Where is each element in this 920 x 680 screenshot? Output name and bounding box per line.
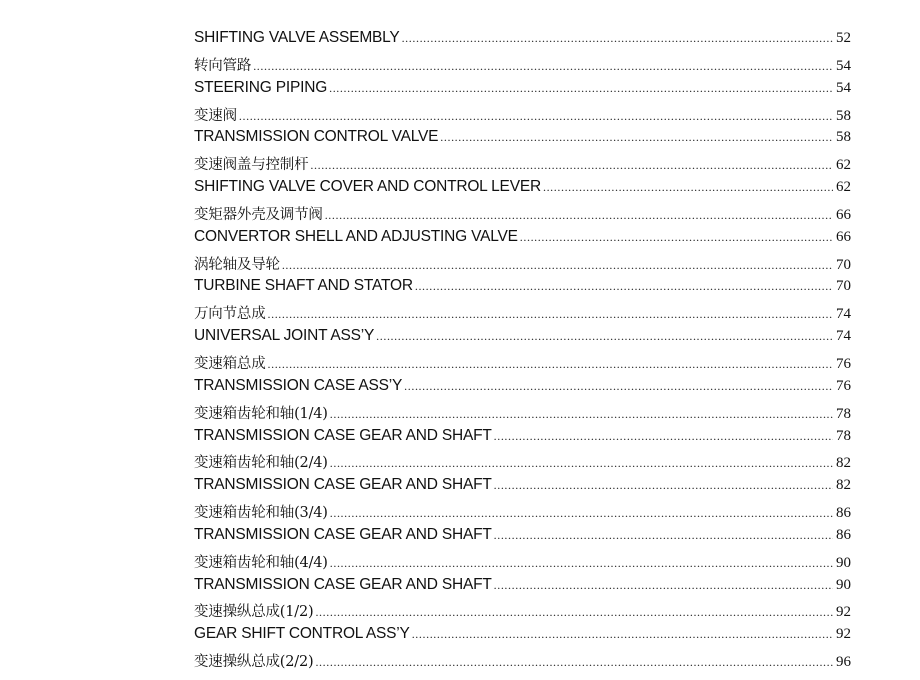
toc-dot-leader <box>402 31 833 46</box>
toc-dot-leader <box>494 478 833 493</box>
toc-entry-page-number: 74 <box>836 328 851 345</box>
toc-entry-page-number: 58 <box>836 107 851 124</box>
toc-entry[interactable] <box>194 402 851 427</box>
toc-dot-leader <box>310 158 833 173</box>
table-of-contents <box>194 29 851 675</box>
toc-dot-leader <box>494 528 833 543</box>
toc-entry[interactable] <box>194 54 851 79</box>
toc-entry-title: 变速操纵总成(2/2) <box>194 654 314 671</box>
toc-entry-title: 变速箱齿轮和轴(4/4) <box>194 554 328 571</box>
toc-entry-title: 万向节总成 <box>194 306 266 323</box>
toc-entry-page-number: 86 <box>836 505 851 522</box>
toc-entry[interactable] <box>194 501 851 526</box>
toc-entry-title: STEERING PIPING <box>194 78 328 96</box>
toc-entry[interactable] <box>194 203 851 228</box>
toc-dot-leader <box>404 379 833 394</box>
toc-entry[interactable] <box>194 526 851 551</box>
toc-entry-page-number: 90 <box>836 576 851 593</box>
toc-entry[interactable] <box>194 104 851 129</box>
toc-dot-leader <box>329 81 833 96</box>
toc-dot-leader <box>282 258 833 273</box>
toc-dot-leader <box>239 109 833 124</box>
toc-entry-page-number: 92 <box>836 626 851 643</box>
toc-entry-page-number: 70 <box>836 256 851 273</box>
toc-entry-page-number: 74 <box>836 306 851 323</box>
toc-entry[interactable] <box>194 476 851 501</box>
toc-entry-title: TRANSMISSION CASE GEAR AND SHAFT <box>194 525 492 543</box>
toc-entry-title: 变速箱齿轮和轴(3/4) <box>194 505 328 522</box>
toc-entry-title: SHIFTING VALVE COVER AND CONTROL LEVER <box>194 178 541 196</box>
toc-entry[interactable] <box>194 451 851 476</box>
toc-dot-leader <box>330 407 833 422</box>
toc-dot-leader <box>315 605 833 620</box>
toc-entry-page-number: 62 <box>836 179 851 196</box>
toc-entry-page-number: 90 <box>836 554 851 571</box>
toc-entry-title: TURBINE SHAFT AND STATOR <box>194 277 413 295</box>
toc-entry-title: TRANSMISSION CONTROL VALVE <box>194 128 439 146</box>
toc-dot-leader <box>376 329 833 344</box>
toc-entry[interactable] <box>194 377 851 402</box>
toc-dot-leader <box>330 506 833 521</box>
toc-entry-page-number: 58 <box>836 129 851 146</box>
toc-entry-page-number: 78 <box>836 427 851 444</box>
toc-entry-page-number: 86 <box>836 526 851 543</box>
toc-entry-title: 变速箱齿轮和轴(2/4) <box>194 455 328 472</box>
toc-entry[interactable] <box>194 650 851 675</box>
toc-dot-leader <box>440 130 833 145</box>
toc-entry[interactable] <box>194 576 851 601</box>
toc-entry[interactable] <box>194 427 851 452</box>
toc-entry-title: 转向管路 <box>194 57 252 74</box>
toc-entry[interactable] <box>194 302 851 327</box>
toc-entry-page-number: 52 <box>836 30 851 46</box>
toc-entry-page-number: 70 <box>836 278 851 295</box>
toc-dot-leader <box>415 279 833 294</box>
toc-dot-leader <box>315 655 833 670</box>
toc-entry-page-number: 82 <box>836 455 851 472</box>
toc-entry-title: TRANSMISSION CASE GEAR AND SHAFT <box>194 575 492 593</box>
toc-entry-title: 涡轮轴及导轮 <box>194 256 280 273</box>
toc-entry-page-number: 54 <box>836 79 851 96</box>
toc-entry[interactable] <box>194 600 851 625</box>
toc-entry-title: TRANSMISSION CASE ASS’Y <box>194 376 403 394</box>
toc-dot-leader <box>412 627 833 642</box>
toc-entry-title: 变矩器外壳及调节阀 <box>194 206 323 223</box>
toc-dot-leader <box>330 556 833 571</box>
toc-entry[interactable] <box>194 327 851 352</box>
toc-entry-title: GEAR SHIFT CONTROL ASS’Y <box>194 625 410 643</box>
toc-entry-title: UNIVERSAL JOINT ASS’Y <box>194 327 375 345</box>
toc-entry[interactable] <box>194 551 851 576</box>
toc-entry-page-number: 76 <box>836 377 851 394</box>
toc-entry-page-number: 62 <box>836 157 851 174</box>
toc-entry-page-number: 96 <box>836 654 851 671</box>
toc-dot-leader <box>268 307 834 322</box>
toc-entry-page-number: 92 <box>836 604 851 621</box>
toc-dot-leader <box>268 357 834 372</box>
toc-entry-page-number: 76 <box>836 355 851 372</box>
toc-entry[interactable] <box>194 29 851 54</box>
toc-entry[interactable] <box>194 178 851 203</box>
toc-entry-page-number: 78 <box>836 405 851 422</box>
toc-dot-leader <box>325 208 833 223</box>
toc-entry-title: 变速阀盖与控制杆 <box>194 157 309 174</box>
toc-dot-leader <box>543 180 833 195</box>
toc-entry[interactable] <box>194 277 851 302</box>
toc-entry[interactable] <box>194 625 851 650</box>
toc-dot-leader <box>330 456 833 471</box>
toc-entry-page-number: 66 <box>836 228 851 245</box>
toc-dot-leader <box>520 230 833 245</box>
toc-entry[interactable] <box>194 79 851 104</box>
toc-entry[interactable] <box>194 128 851 153</box>
toc-entry-title: 变速箱总成 <box>194 355 266 372</box>
toc-entry-page-number: 54 <box>836 57 851 74</box>
toc-entry-title: SHIFTING VALVE ASSEMBLY <box>194 29 400 46</box>
toc-entry-page-number: 66 <box>836 206 851 223</box>
toc-entry-title: TRANSMISSION CASE GEAR AND SHAFT <box>194 476 492 494</box>
toc-entry[interactable] <box>194 228 851 253</box>
toc-entry-title: 变速阀 <box>194 107 237 124</box>
toc-entry-title: 变速箱齿轮和轴(1/4) <box>194 405 328 422</box>
toc-entry-page-number: 82 <box>836 477 851 494</box>
toc-dot-leader <box>253 59 833 74</box>
toc-entry-title: TRANSMISSION CASE GEAR AND SHAFT <box>194 426 492 444</box>
toc-entry[interactable] <box>194 352 851 377</box>
toc-entry-title: 变速操纵总成(1/2) <box>194 604 314 621</box>
toc-entry[interactable] <box>194 153 851 178</box>
toc-dot-leader <box>494 578 833 593</box>
toc-dot-leader <box>494 429 833 444</box>
toc-entry-title: CONVERTOR SHELL AND ADJUSTING VALVE <box>194 227 518 245</box>
toc-entry[interactable] <box>194 253 851 278</box>
